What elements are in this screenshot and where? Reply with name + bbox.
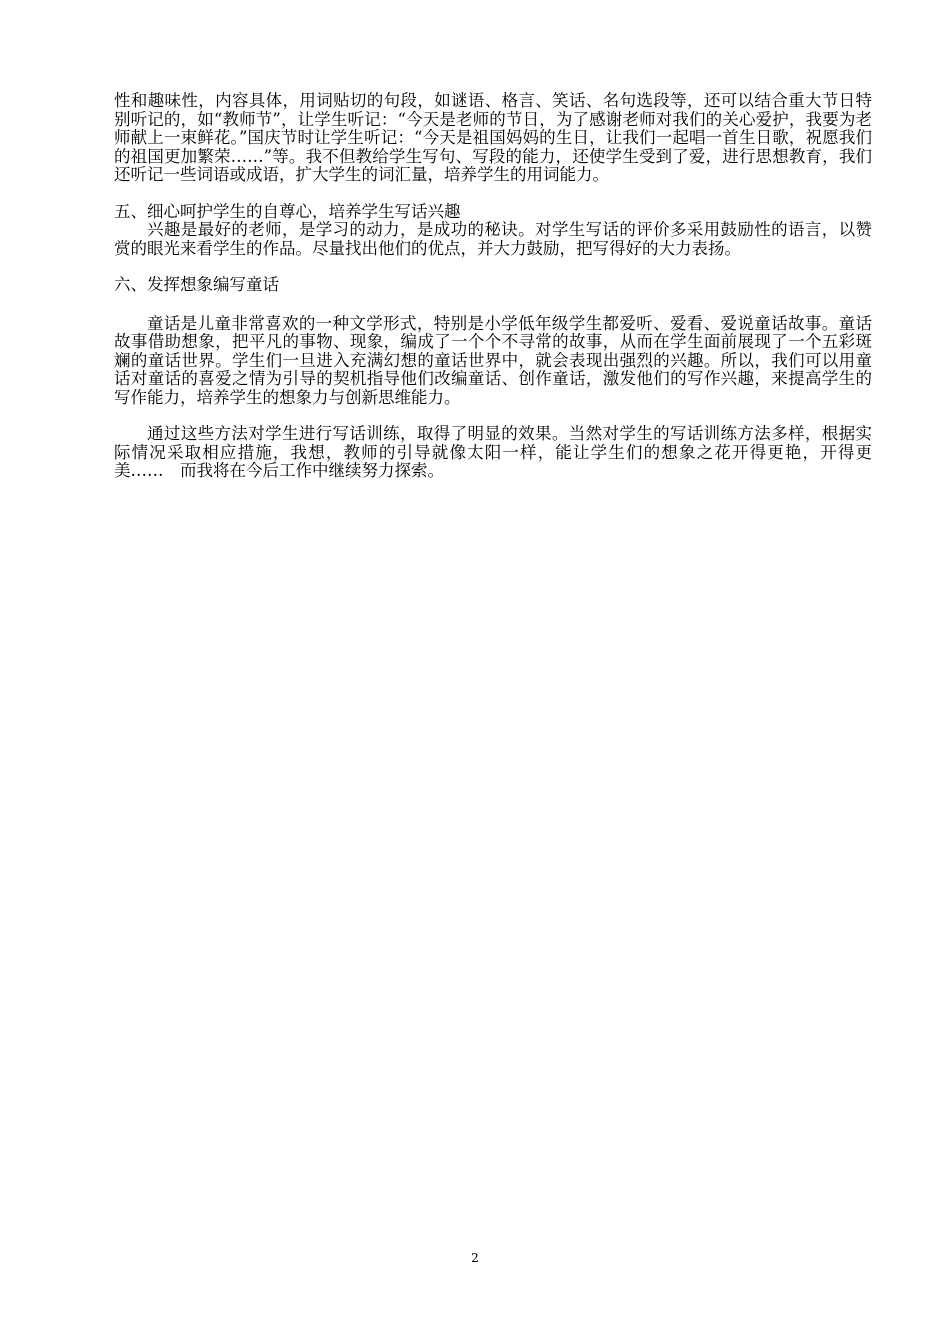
spacer bbox=[114, 407, 872, 425]
paragraph-fairy-tales: 童话是儿童非常喜欢的一种文学形式，特别是小学低年级学生都爱听、爱看、爱说童话故事。童话故事借助想象，把平凡的事物、现象，编成了一个个不寻常的故事，从而在学生面前展现了一个五彩斑斓的童话世界。学生们一旦进入充满幻想的童话世界中，就会表现出强烈的兴趣。所以，我们可以用童话对童话的喜爱之情为引导的契机指导他们改编童话、创作童话，激发他们的写作兴趣，来提高学生的写作能力，培养学生的想象力与创新思维能力。 bbox=[114, 313, 872, 407]
section-heading-six: 六、发挥想象编写童话 bbox=[114, 275, 279, 294]
spacer bbox=[114, 185, 872, 203]
paragraph-interest: 兴趣是最好的老师，是学习的动力，是成功的秘诀。对学生写话的评价多采用鼓励性的语言，以赞赏的眼光来看学生的作品。尽量找出他们的优点，并大力鼓励，把写得好的大力表扬。 bbox=[114, 220, 872, 258]
page-number: 2 bbox=[471, 1251, 479, 1265]
paragraph-conclusion: 通过这些方法对学生进行写话训练，取得了明显的效果。当然对学生的写话训练方法多样，根据实际情况采取相应措施，我想，教师的引导就像太阳一样，能让学生们的想象之花开得更艳，开得更美…… 而我将在今后工作中继续努力探索。 bbox=[114, 424, 872, 480]
spacer bbox=[114, 295, 872, 315]
paragraph-listening-dictation: 性和趣味性，内容具体，用词贴切的句段，如谜语、格言、笑话、名句选段等，还可以结合重大节日特别听记的，如“教师节”，让学生听记：“今天是老师的节日，为了感谢老师对我们的关心爱护，我要为老师献上一束鲜花。”国庆节时让学生听记：“今天是祖国妈妈的生日，让我们一起唱一首生日歌，祝愿我们的祖国更加繁荣……”等。我不但教给学生写句、写段的能力，还使学生受到了爱，进行思想教育，我们还听记一些词语或成语，扩大学生的词汇量，培养学生的用词能力。 bbox=[114, 91, 872, 184]
section-heading-five: 五、细心呵护学生的自尊心，培养学生写话兴趣 bbox=[114, 201, 461, 221]
spacer bbox=[114, 258, 872, 276]
document-page bbox=[114, 92, 872, 481]
